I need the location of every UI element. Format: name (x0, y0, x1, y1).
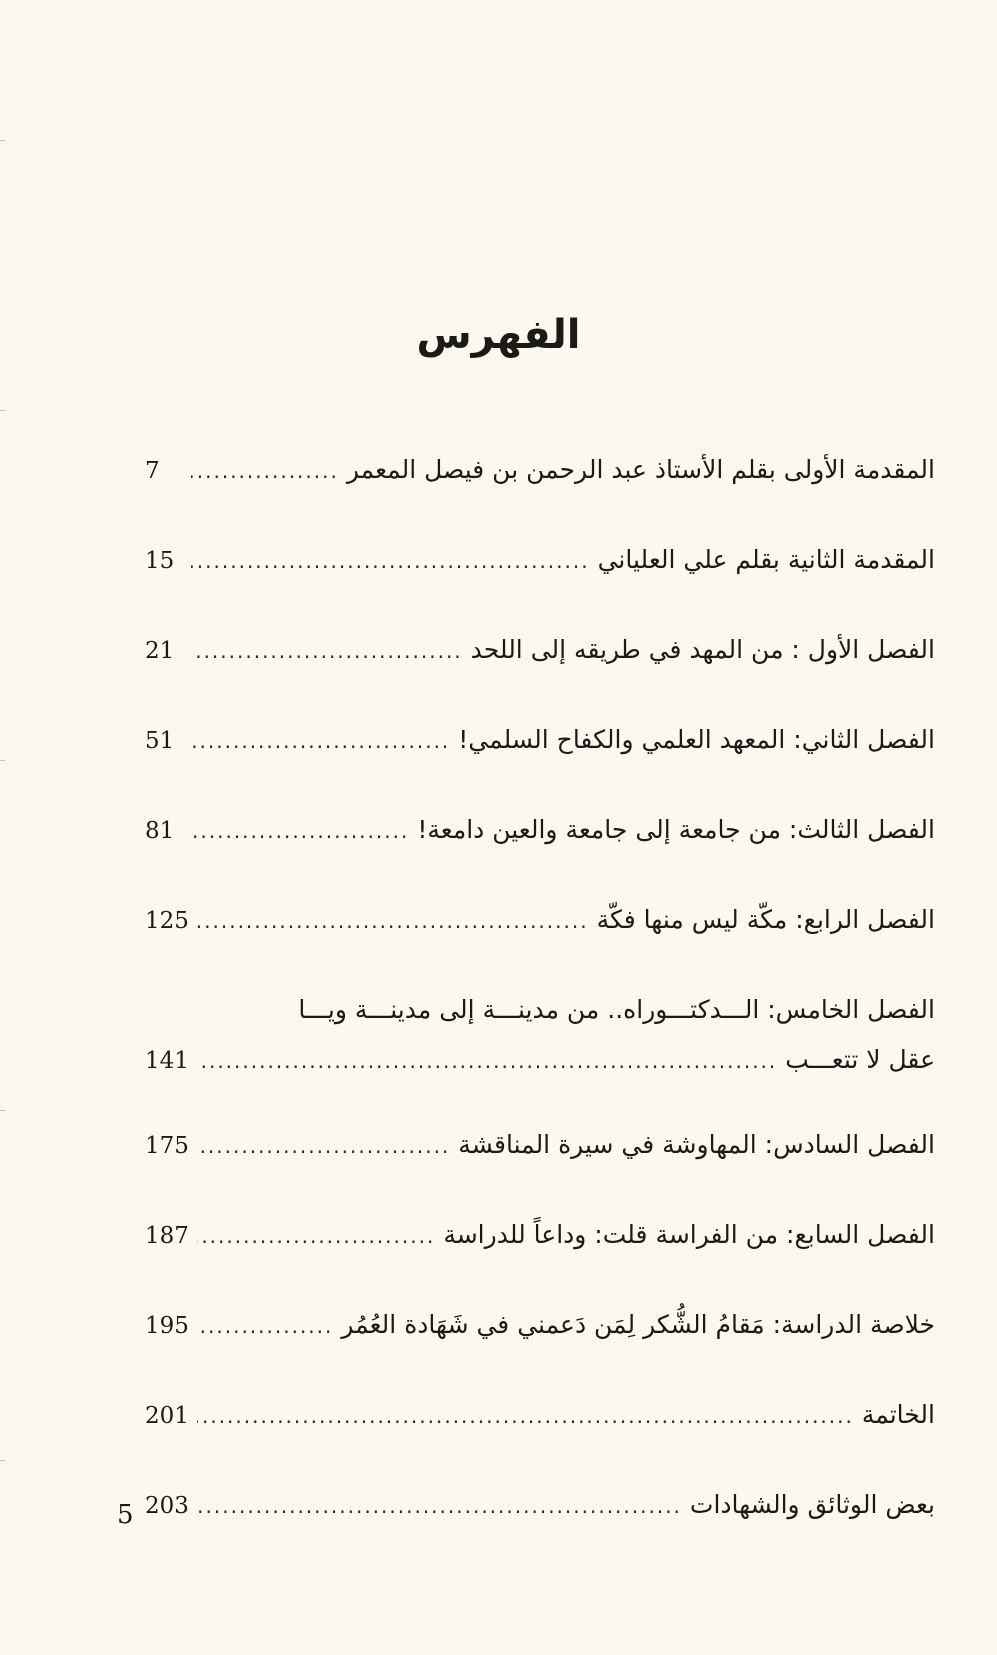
toc-entry-page: 7 (145, 458, 160, 484)
toc-entry (145, 995, 935, 1130)
toc-entry-page: 195 (145, 1313, 189, 1339)
dot-leader (197, 1404, 854, 1428)
page-number: 5 (117, 1500, 134, 1530)
toc-entry (145, 1310, 935, 1400)
toc-entry (145, 905, 935, 995)
dot-leader (197, 909, 589, 933)
toc-entry-page: 187 (145, 1223, 189, 1249)
page-edge-mark (0, 410, 5, 411)
toc-entry (145, 455, 935, 545)
toc-entry-title: خلاصة الدراسة: مَقامُ الشُّكر لِمَن دَعمني في شَهَادة العُمُر (341, 1310, 935, 1339)
toc-entry-page: 15 (145, 548, 175, 574)
dot-leader (197, 1049, 777, 1073)
toc-entry (145, 815, 935, 905)
toc-entry (145, 545, 935, 635)
toc-entry-page: 81 (145, 818, 175, 844)
toc-entry-page: 51 (145, 728, 175, 754)
toc-entry (145, 725, 935, 815)
toc-entry (145, 1220, 935, 1310)
page-edge-mark (0, 760, 5, 761)
dot-leader (197, 1134, 450, 1158)
dot-leader (191, 639, 463, 663)
toc-entry-page: 203 (145, 1493, 189, 1519)
page-edge-mark (0, 1110, 5, 1111)
dot-leader (191, 459, 339, 483)
toc-entry-title: الفصل الخامس: الـــدكتـــوراه.. من مدينـــة إلى مدينـــة ويـــا (298, 995, 935, 1024)
dot-leader (191, 549, 590, 573)
toc-entry-title: الفصل الثاني: المعهد العلمي والكفاح السلمي! (458, 725, 935, 754)
toc-entry-title: الخاتمة (861, 1400, 935, 1429)
toc-entry-title: المقدمة الأولى بقلم الأستاذ عبد الرحمن بن فيصل المعمر (346, 455, 935, 484)
toc-entry-title: الفصل الرابع: مكّة ليس منها فكّة (596, 905, 935, 934)
dot-leader (191, 729, 450, 753)
toc-entry-title: الفصل الأول : من المهد في طريقه إلى اللحد (470, 635, 935, 664)
toc-entry (145, 1130, 935, 1220)
toc-entry-page: 175 (145, 1133, 189, 1159)
toc-entry-title: المقدمة الثانية بقلم علي العلياني (597, 545, 935, 574)
dot-leader (197, 1224, 435, 1248)
page-edge-mark (0, 140, 5, 141)
dot-leader (197, 1494, 682, 1518)
toc-entry-title: الفصل السابع: من الفراسة قلت: وداعاً للدراسة (443, 1220, 935, 1249)
dot-leader (197, 1314, 333, 1338)
toc-entry (145, 1400, 935, 1490)
page-edge-mark (0, 1460, 5, 1461)
table-of-contents (145, 455, 935, 1580)
toc-entry (145, 1490, 935, 1580)
toc-entry-page: 201 (145, 1403, 189, 1429)
dot-leader (191, 819, 409, 843)
page-heading: الفهرس (416, 311, 581, 358)
toc-entry-page: 125 (145, 908, 189, 934)
toc-entry-title: بعض الوثائق والشهادات (689, 1490, 935, 1519)
toc-entry-page: 141 (145, 1048, 189, 1074)
toc-entry (145, 635, 935, 725)
toc-entry-page: 21 (145, 638, 175, 664)
toc-entry-title: الفصل السادس: المهاوشة في سيرة المناقشة (458, 1130, 935, 1159)
toc-entry-title: الفصل الثالث: من جامعة إلى جامعة والعين دامعة! (417, 815, 935, 844)
toc-entry-title-continuation: عقل لا تتعـــب (785, 1045, 935, 1074)
